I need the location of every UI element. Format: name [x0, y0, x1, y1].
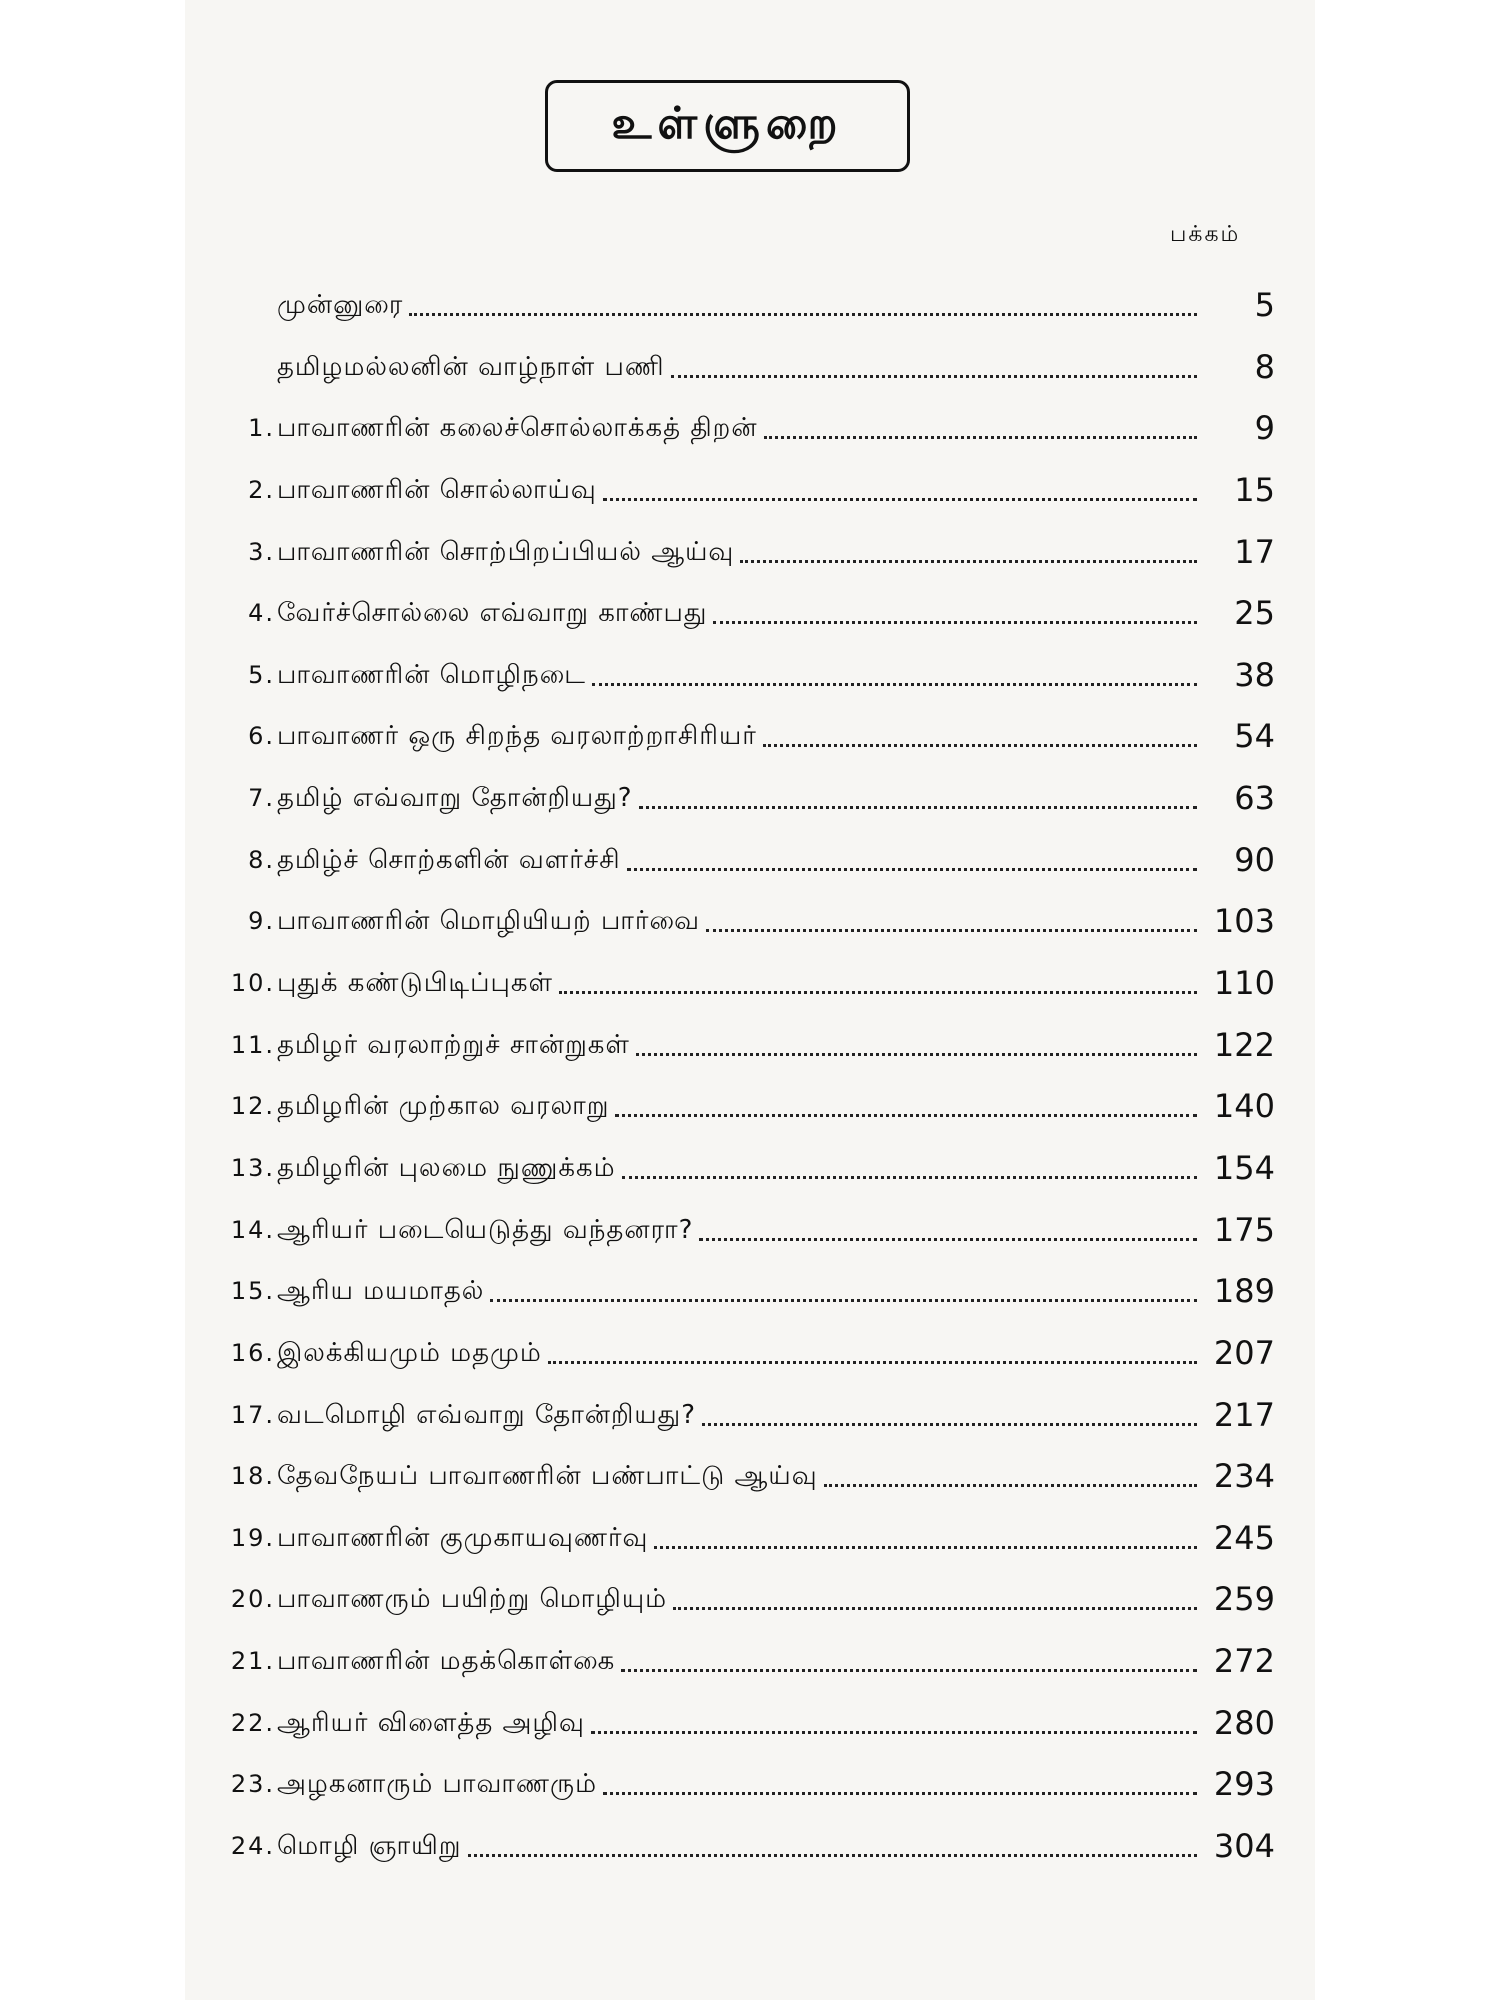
toc-entry-number: 16.	[230, 1338, 275, 1367]
toc-entry-title: பாவாணரின் மதக்கொள்கை	[277, 1646, 616, 1677]
toc-entry-number: 7.	[248, 784, 275, 813]
toc-entry-number: 18.	[230, 1462, 275, 1491]
toc-entry-page-number: 5	[1254, 286, 1275, 324]
toc-entry	[195, 345, 1275, 407]
dot-leader	[592, 683, 1197, 686]
toc-entry-line	[277, 1269, 1275, 1309]
dot-leader	[591, 1731, 1197, 1734]
toc-entry-title: ஆரிய மயமாதல்	[277, 1276, 485, 1307]
page-column-label: பக்கம்	[1170, 222, 1241, 247]
dot-leader	[559, 991, 1197, 994]
toc-entry-page-number: 63	[1234, 779, 1275, 818]
toc-entry-title: ஆரியர் விளைத்த அழிவு	[277, 1707, 585, 1738]
toc-entry-line	[277, 776, 1275, 816]
toc-entry-page-number: 304	[1213, 1827, 1275, 1866]
dot-leader	[699, 1238, 1197, 1241]
toc-entry-line	[277, 899, 1275, 939]
toc-entry-page-number: 110	[1213, 964, 1275, 1003]
toc-entry-title: முன்னுரை	[277, 290, 404, 320]
toc-entry-line	[277, 345, 1275, 385]
toc-entry-line	[277, 406, 1275, 446]
toc-entry-line	[277, 1824, 1275, 1864]
toc-entry-page-number: 245	[1213, 1518, 1275, 1557]
toc-entry-line	[277, 1701, 1275, 1741]
toc-entry-title: தமிழரின் புலமை நுணுக்கம்	[277, 1152, 616, 1183]
toc-entry-title: ஆரியர் படையெடுத்து வந்தனரா?	[277, 1214, 694, 1245]
page-title: உள்ளுறை	[611, 97, 844, 149]
toc-entry-page-number: 154	[1213, 1148, 1275, 1187]
toc-entry-line	[277, 1084, 1275, 1124]
dot-leader	[468, 1854, 1197, 1857]
toc-entry-number: 6.	[248, 722, 275, 751]
dot-leader	[671, 375, 1197, 378]
toc-entry-page-number: 8	[1254, 347, 1275, 386]
dot-leader	[409, 313, 1197, 316]
toc-entry-page-number: 259	[1213, 1580, 1275, 1619]
toc-entry	[195, 1824, 1275, 1886]
toc-entry-title: தமிழரின் முற்கால வரலாறு	[277, 1091, 610, 1122]
toc-entry-line	[277, 283, 1275, 323]
toc-entry-page-number: 9	[1254, 409, 1275, 448]
toc-entry-number: 15.	[230, 1277, 275, 1306]
toc-entry-page-number: 293	[1213, 1765, 1275, 1804]
toc-entry-title: வடமொழி எவ்வாறு தோன்றியது?	[277, 1399, 697, 1430]
toc-entry-title: பாவாணரும் பயிற்று மொழியும்	[277, 1584, 668, 1615]
toc-entry-page-number: 15	[1234, 470, 1275, 509]
toc-entry	[195, 961, 1275, 1023]
toc-entry	[195, 1331, 1275, 1393]
dot-leader	[824, 1484, 1197, 1487]
toc-entry-line	[277, 1146, 1275, 1186]
toc-entry-title: புதுக் கண்டுபிடிப்புகள்	[277, 968, 553, 999]
toc-entry-line	[277, 1639, 1275, 1679]
toc-entry-page-number: 140	[1213, 1087, 1275, 1126]
toc-entry	[195, 591, 1275, 653]
toc-entry-title: மொழி ஞாயிறு	[277, 1831, 462, 1862]
toc-entry-page-number: 272	[1213, 1642, 1275, 1681]
toc-entry-page-number: 90	[1234, 840, 1275, 879]
dot-leader	[548, 1361, 1197, 1364]
toc-entry	[195, 714, 1275, 776]
toc-entry-line	[277, 1208, 1275, 1248]
toc-entry	[195, 283, 1275, 345]
toc-entry-line	[277, 1023, 1275, 1063]
dot-leader	[636, 1053, 1197, 1056]
toc-entry	[195, 1454, 1275, 1516]
toc-entry-page-number: 38	[1234, 655, 1275, 694]
toc-entry	[195, 1084, 1275, 1146]
dot-leader	[764, 436, 1197, 439]
toc-entry-line	[277, 1454, 1275, 1494]
toc-entry	[195, 1023, 1275, 1085]
dot-leader	[627, 868, 1197, 871]
toc-entry-number: 19.	[230, 1523, 275, 1552]
toc-entry-page-number: 122	[1213, 1025, 1275, 1064]
toc-entry	[195, 653, 1275, 715]
dot-leader	[763, 744, 1197, 747]
toc-entry-page-number: 25	[1234, 594, 1275, 633]
toc-entry-page-number: 189	[1213, 1272, 1275, 1311]
toc-entry-number: 1.	[248, 414, 275, 443]
toc-entry-line	[277, 714, 1275, 754]
toc-entry-title: பாவாணர் ஒரு சிறந்த வரலாற்றாசிரியர்	[277, 721, 757, 752]
toc-entry-title: வேர்ச்சொல்லை எவ்வாறு காண்பது	[277, 598, 708, 629]
dot-leader	[713, 621, 1197, 624]
toc-entry	[195, 776, 1275, 838]
toc-entry	[195, 1146, 1275, 1208]
toc-entry	[195, 899, 1275, 961]
toc-entry	[195, 1269, 1275, 1331]
toc-entry	[195, 1639, 1275, 1701]
toc-entry-line	[277, 1577, 1275, 1617]
toc-entry	[195, 1762, 1275, 1824]
toc-entry-line	[277, 1331, 1275, 1371]
toc-entry-title: இலக்கியமும் மதமும்	[277, 1337, 542, 1368]
toc-entry	[195, 838, 1275, 900]
toc-entry-page-number: 234	[1213, 1457, 1275, 1496]
toc-entry-title: அழகனாரும் பாவாணரும்	[277, 1769, 598, 1800]
toc-entry	[195, 1516, 1275, 1578]
dot-leader	[622, 1176, 1197, 1179]
toc-entry	[195, 1208, 1275, 1270]
toc-entry-title: தமிழ் எவ்வாறு தோன்றியது?	[277, 783, 633, 814]
toc-entry-number: 5.	[248, 660, 275, 689]
toc-entry-title: தமிழ்ச் சொற்களின் வளர்ச்சி	[277, 844, 621, 875]
dot-leader	[654, 1546, 1197, 1549]
toc-entry-line	[277, 1516, 1275, 1556]
toc-entry-number: 22.	[230, 1708, 275, 1737]
toc-entry-page-number: 175	[1213, 1210, 1275, 1249]
dot-leader	[490, 1299, 1197, 1302]
toc-entry	[195, 1577, 1275, 1639]
toc-entry-line	[277, 530, 1275, 570]
toc-entry-number: 10.	[230, 969, 275, 998]
toc-entry-page-number: 207	[1213, 1333, 1275, 1372]
dot-leader	[603, 498, 1197, 501]
toc-entry-line	[277, 591, 1275, 631]
toc-entry-number: 4.	[248, 599, 275, 628]
toc-entry-title: தேவநேயப் பாவாணரின் பண்பாட்டு ஆய்வு	[277, 1461, 818, 1492]
toc-entry-title: பாவாணரின் மொழியியற் பார்வை	[277, 906, 700, 937]
toc-entry-title: தமிழமல்லனின் வாழ்நாள் பணி	[277, 351, 665, 382]
title-box	[545, 80, 910, 172]
toc-entry	[195, 1393, 1275, 1455]
toc-entry-title: பாவாணரின் சொல்லாய்வு	[277, 474, 597, 505]
toc-entry-title: பாவாணரின் கலைச்சொல்லாக்கத் திறன்	[277, 413, 758, 444]
toc-entry-number: 23.	[230, 1770, 275, 1799]
toc-entry-number: 3.	[248, 537, 275, 566]
dot-leader	[603, 1792, 1197, 1795]
toc-entry-number: 8.	[248, 845, 275, 874]
dot-leader	[673, 1607, 1197, 1610]
table-of-contents	[195, 283, 1275, 1886]
dot-leader	[615, 1114, 1197, 1117]
toc-entry-page-number: 17	[1234, 532, 1275, 571]
toc-entry-number: 13.	[230, 1153, 275, 1182]
toc-entry-page-number: 54	[1234, 717, 1275, 756]
dot-leader	[740, 560, 1197, 563]
toc-entry-line	[277, 1393, 1275, 1433]
toc-entry-page-number: 217	[1213, 1395, 1275, 1434]
dot-leader	[621, 1669, 1197, 1672]
dot-leader	[706, 929, 1197, 932]
toc-entry-line	[277, 1762, 1275, 1802]
toc-entry-number: 17.	[230, 1400, 275, 1429]
toc-entry-line	[277, 653, 1275, 693]
toc-entry-page-number: 103	[1213, 902, 1275, 941]
toc-entry	[195, 530, 1275, 592]
toc-entry-number: 11.	[230, 1030, 275, 1059]
toc-entry-line	[277, 838, 1275, 878]
toc-entry-number: 12.	[230, 1092, 275, 1121]
toc-entry-number: 2.	[248, 475, 275, 504]
toc-entry-number: 14.	[230, 1215, 275, 1244]
toc-entry-number: 24.	[230, 1832, 275, 1861]
dot-leader	[702, 1423, 1197, 1426]
toc-entry-line	[277, 961, 1275, 1001]
toc-entry-number: 20.	[230, 1585, 275, 1614]
toc-entry-page-number: 280	[1213, 1703, 1275, 1742]
toc-entry-title: பாவாணரின் மொழிநடை	[277, 659, 586, 690]
toc-entry	[195, 1701, 1275, 1763]
toc-entry-line	[277, 468, 1275, 508]
toc-entry-title: பாவாணரின் சொற்பிறப்பியல் ஆய்வு	[277, 536, 735, 567]
toc-entry	[195, 406, 1275, 468]
toc-entry-title: தமிழர் வரலாற்றுச் சான்றுகள்	[277, 1029, 630, 1060]
dot-leader	[639, 806, 1197, 809]
toc-entry	[195, 468, 1275, 530]
toc-entry-number: 21.	[230, 1647, 275, 1676]
toc-entry-title: பாவாணரின் குமுகாயவுணர்வு	[277, 1522, 649, 1553]
toc-entry-number: 9.	[248, 907, 275, 936]
